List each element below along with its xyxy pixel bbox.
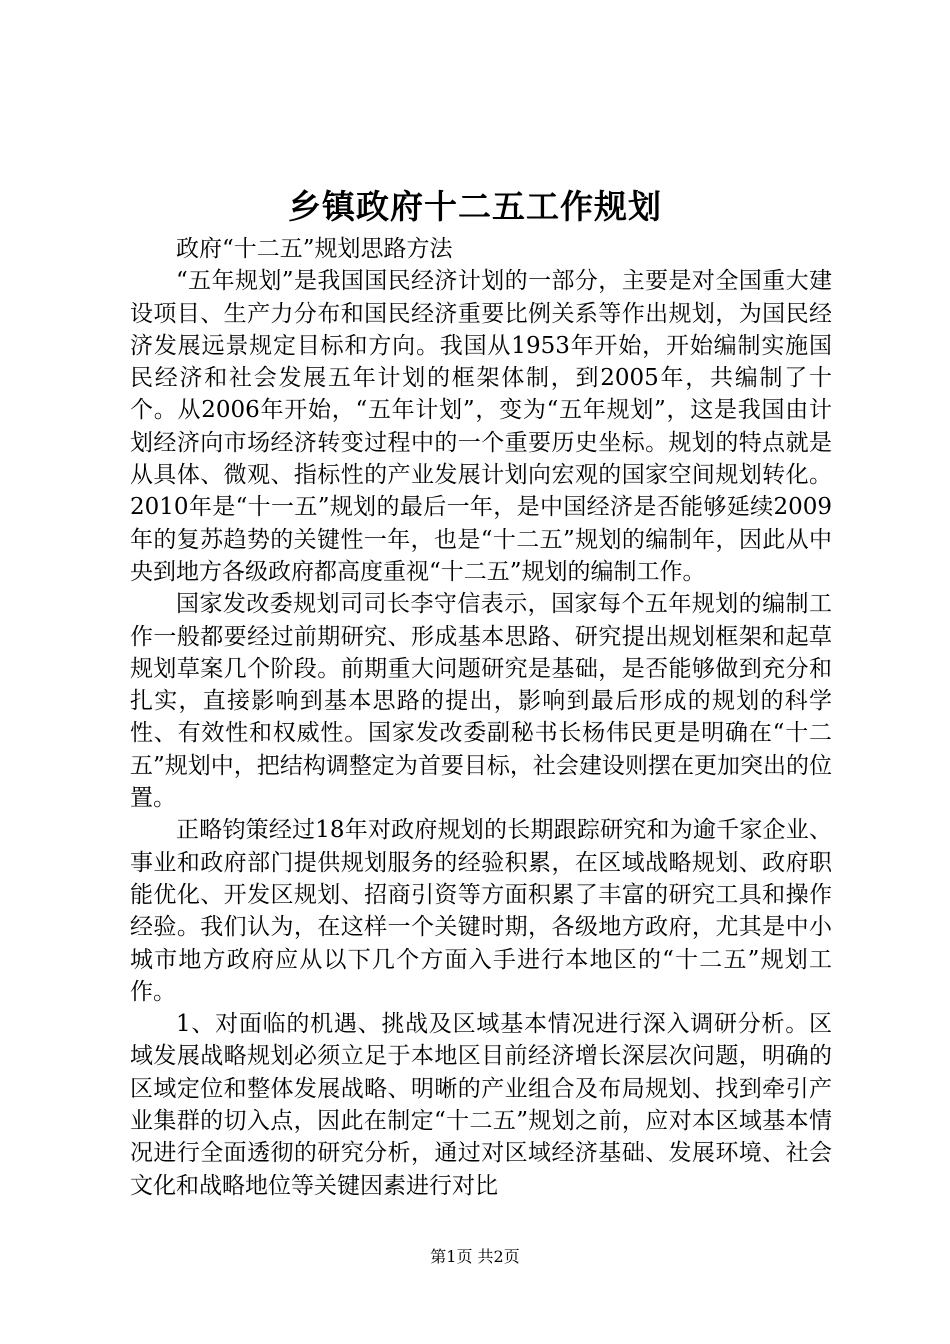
body-paragraph: 国家发改委规划司司长李守信表示，国家每个五年规划的编制工作一般都要经过前期研究、形成基本思路、研究提出规划框架和起草规划草案几个阶段。前期重大问题研究是基础，是否能够做到充分和扎实，直接影响到基本思路的提出，影响到最后形成的规划的科学性、有效性和权威性。国家发改委副秘书长杨伟民更是明确在“十二五”规划中，把结构调整定为首要目标，社会建设则摆在更加突出的位置。 [130,591,832,812]
body-paragraph: 正略钧策经过18年对政府规划的长期跟踪研究和为逾千家企业、事业和政府部门提供规划服务的经验积累，在区域战略规划、政府职能优化、开发区规划、招商引资等方面积累了丰富的研究工具和操作经验。我们认为，在这样一个关键时期，各级地方政府，尤其是中小城市地方政府应从以下几个方面入手进行本地区的“十二五”规划工作。 [130,817,832,1005]
body-paragraph: 1、对面临的机遇、挑战及区域基本情况进行深入调研分析。区域发展战略规划必须立足于本地区目前经济增长深层次问题，明确的区域定位和整体发展战略、明晰的产业组合及布局规划、找到牵引产业集群的切入点，因此在制定“十二五”规划之前，应对本区域基本情况进行全面透彻的研究分析，通过对区域经济基础、发展环境、社会文化和战略地位等关键因素进行对比 [130,1011,832,1199]
body-paragraph: “五年规划”是我国国民经济计划的一部分，主要是对全国重大建设项目、生产力分布和国民经济重要比例关系等作出规划，为国民经济发展远景规定目标和方向。我国从1953年开始，开始编制实施国民经济和社会发展五年计划的框架体制，到2005年，共编制了十个。从2006年开始，“五年计划”，变为“五年规划”，这是我国由计划经济向市场经济转变过程中的一个重要历史坐标。规划的特点就是从具体、微观、指标性的产业发展计划向宏观的国家空间规划转化。2010年是“十一五”规划的最后一年，是中国经济是否能够延续2009年的复苏趋势的关键性一年，也是“十二五”规划的编制年，因此从中央到地方各级政府都高度重视“十二五”规划的编制工作。 [130,268,832,585]
page-footer: 第1页 共2页 [430,1247,520,1266]
subtitle-paragraph: 政府“十二五”规划思路方法 [176,236,453,262]
document-body [130,233,832,1202]
document-title: 乡镇政府十二五工作规划 [288,187,662,226]
